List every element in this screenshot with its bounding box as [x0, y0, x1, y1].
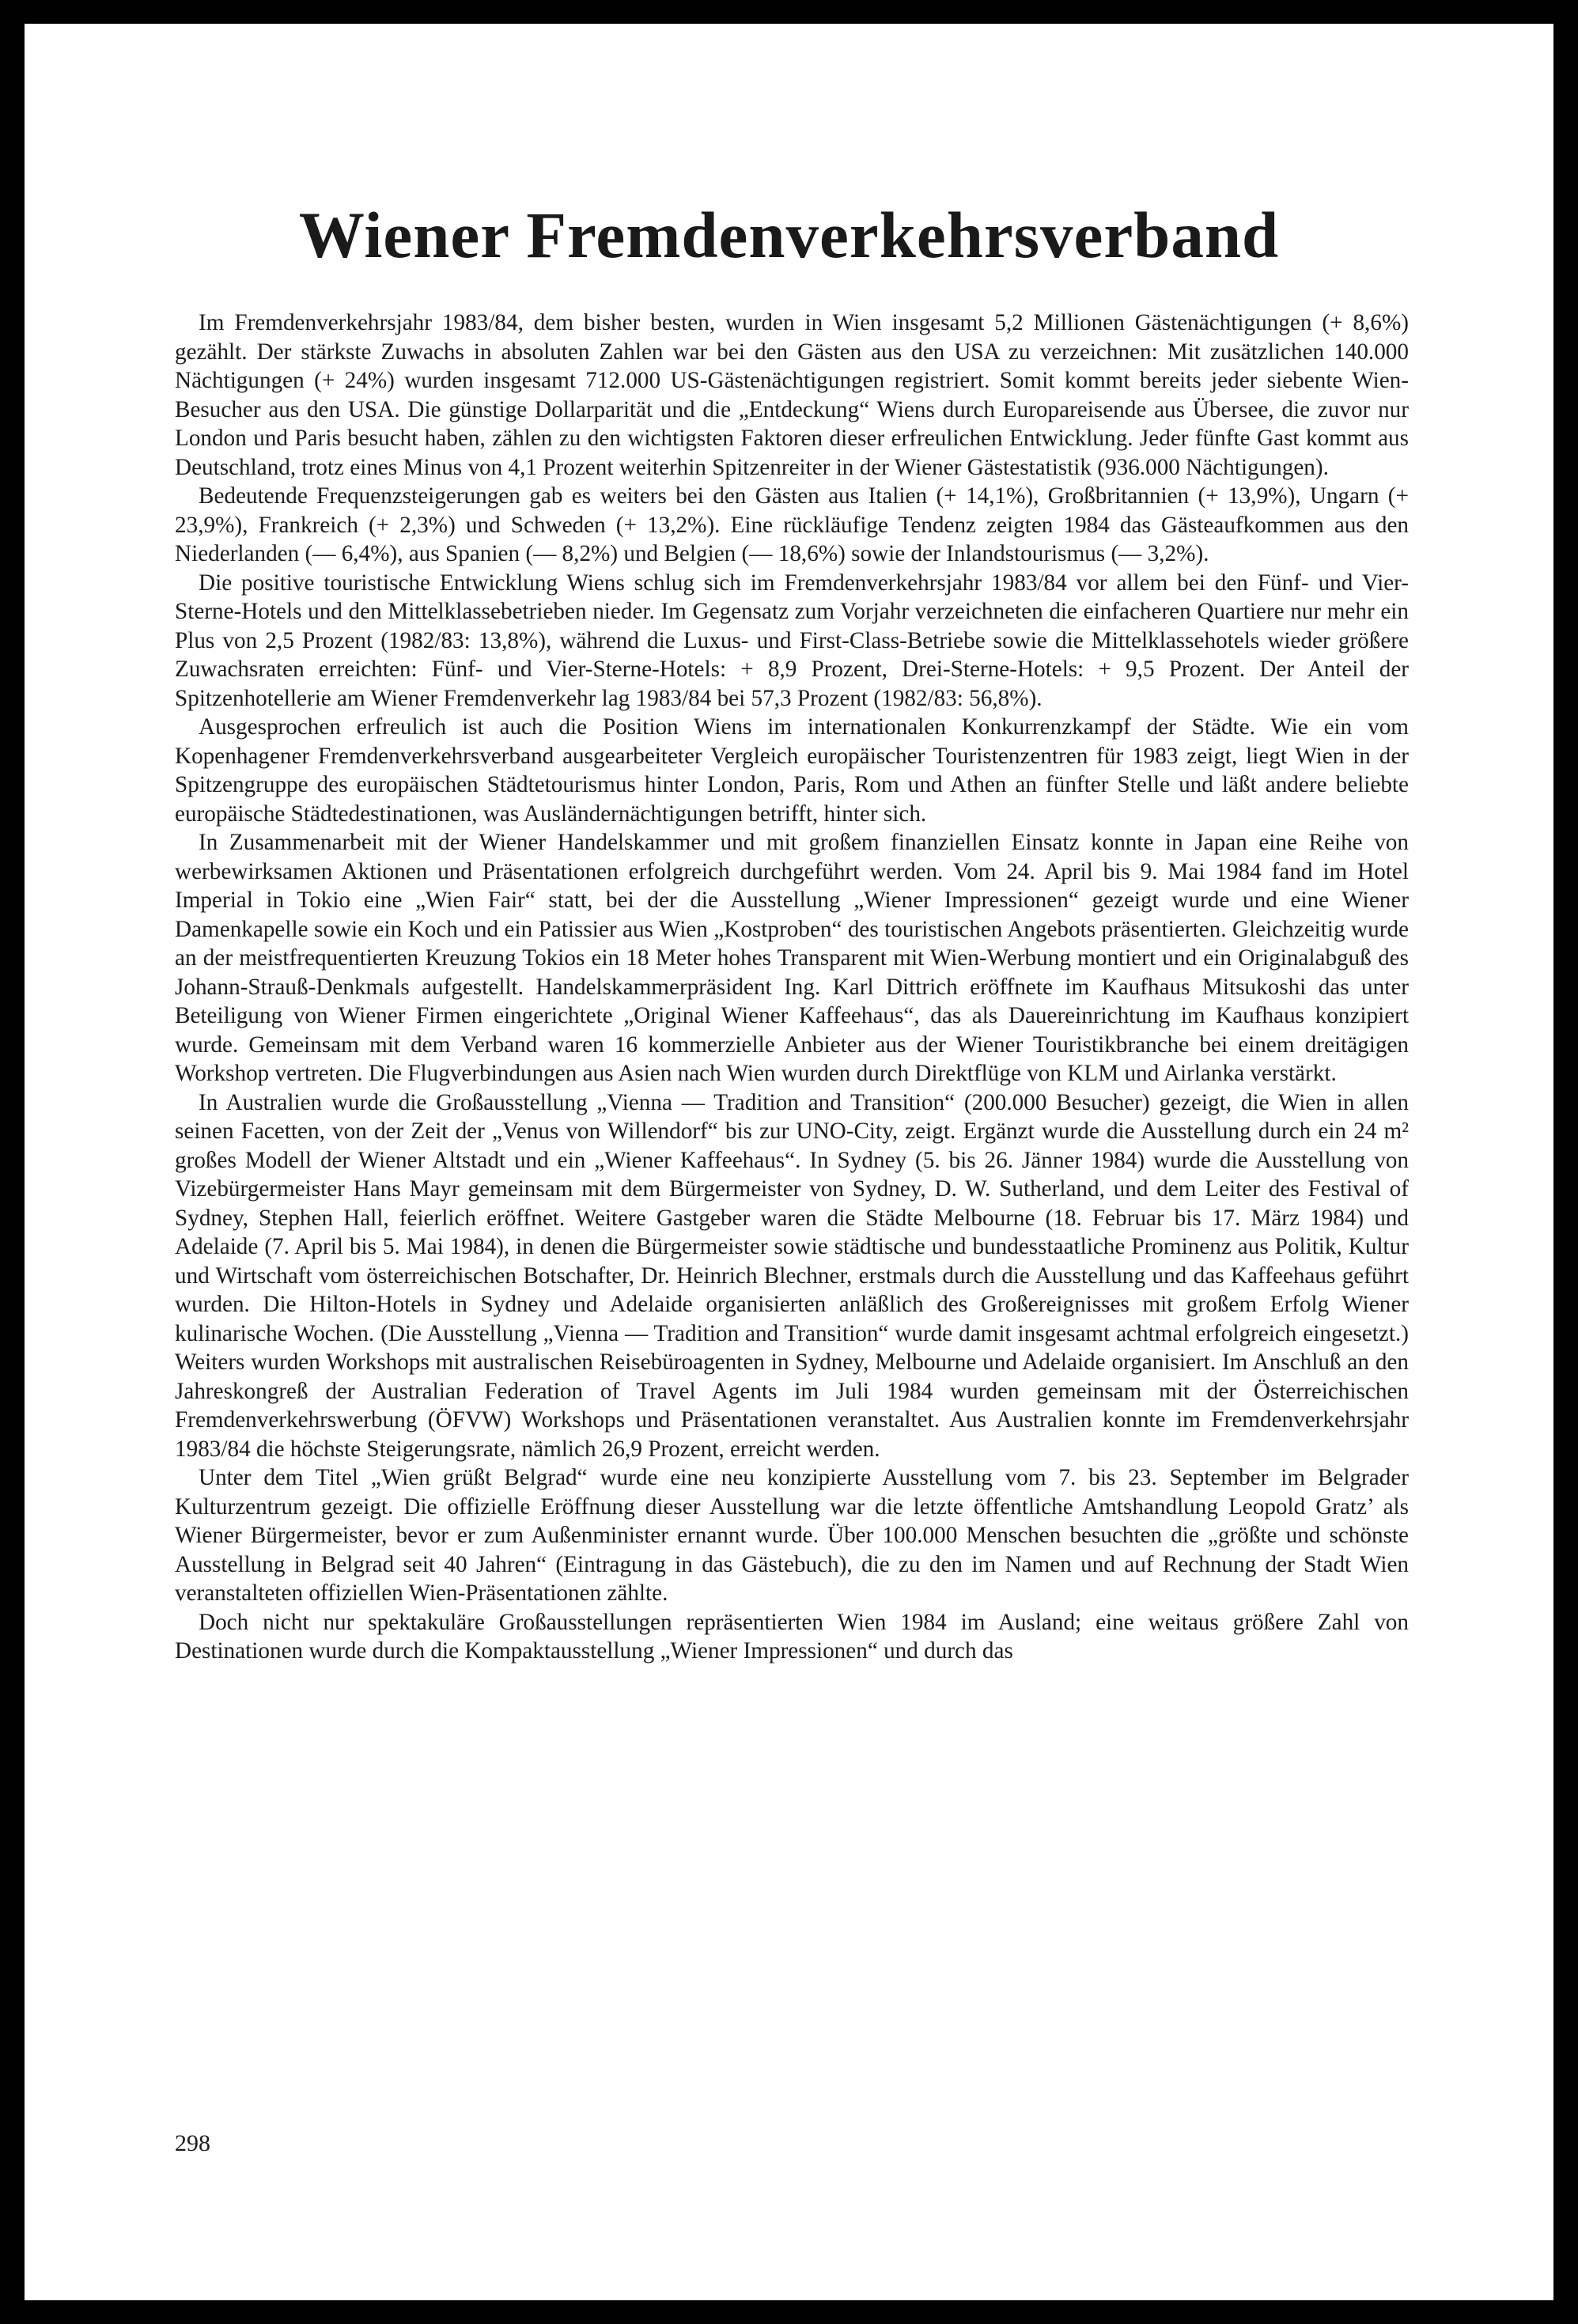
paragraph-usa-statistics: Im Fremdenverkehrsjahr 1983/84, dem bisher besten, wurden in Wien insgesamt 5,2 Millionen Gästenächtigungen (+ 8,6%) gezählt. Der stärkste Zuwachs in absoluten Zahlen war bei den Gästen aus den USA zu verzeichnen: Mit zusätzlichen 140.000 Nächtigungen (+ 24%) wurden insgesamt 712.000 US-Gästenächtigungen registriert. Somit kommt bereits jeder siebente Wien-Besucher aus den USA. Die günstige Dollarparität und die „Entdeckung“ Wiens durch Europareisende aus Übersee, die zuvor nur London und Paris besucht haben, zählen zu den wichtigsten Faktoren dieser erfreulichen Entwicklung. Jeder fünfte Gast kommt aus Deutschland, trotz eines Minus von 4,1 Prozent weiterhin Spitzenreiter in der Wiener Gästestatistik (936.000 Nächtigungen). — [175, 310, 1409, 480]
paragraph-hotel-categories: Die positive touristische Entwicklung Wiens schlug sich im Fremdenverkehrsjahr 1983/84 vor allem bei den Fünf- und Vier-Sterne-Hotels und den Mittelklassebetrieben nieder. Im Gegensatz zum Vorjahr verzeichneten die einfacheren Quartiere nur mehr ein Plus von 2,5 Prozent (1982/83: 13,8%), während die Luxus- und First-Class-Betriebe sowie die Mittelklassehotels wieder größere Zuwachsraten erreichten: Fünf- und Vier-Sterne-Hotels: + 8,9 Prozent, Drei-Sterne-Hotels: + 9,5 Prozent. Der Anteil der Spitzenhotellerie am Wiener Fremdenverkehr lag 1983/84 bei 57,3 Prozent (1982/83: 56,8%). — [175, 570, 1409, 711]
document-title: Wiener Fremdenverkehrsverband — [298, 199, 1280, 271]
paragraph-city-ranking: Ausgesprochen erfreulich ist auch die Position Wiens im internationalen Konkurrenzkampf der Städte. Wie ein vom Kopenhagener Fremdenverkehrsverband ausgearbeiteter Vergleich europäischer Touristenzentren für 1983 zeigt, liegt Wien in der Spitzengruppe des europäischen Städtetourismus hinter London, Paris, Rom und Athen an fünfter Stelle und läßt andere beliebte europäische Städtedestinationen, was Ausländernächtigungen betrifft, hinter sich. — [175, 714, 1409, 827]
paragraph-compact-exhibition: Doch nicht nur spektakuläre Großausstellungen repräsentierten Wien 1984 im Ausland; eine weitaus größere Zahl von Destinationen wurde durch die Kompaktausstellung „Wiener Impressionen“ und durch das — [175, 1609, 1409, 1664]
paragraph-australia: In Australien wurde die Großausstellung „Vienna — Tradition and Transition“ (200.000 Besucher) gezeigt, die Wien in allen seinen Facetten, von der Zeit der „Venus von Willendorf“ bis zur UNO-City, zeigt. Ergänzt wurde die Ausstellung durch ein 24 m² großes Modell der Wiener Altstadt und ein „Wiener Kaffeehaus“. In Sydney (5. bis 26. Jänner 1984) wurde die Ausstellung von Vizebürgermeister Hans Mayr gemeinsam mit dem Bürgermeister von Sydney, D. W. Sutherland, und dem Leiter des Festival of Sydney, Stephen Hall, feierlich eröffnet. Weitere Gastgeber waren die Städte Melbourne (18. Februar bis 17. März 1984) und Adelaide (7. April bis 5. Mai 1984), in denen die Bürgermeister sowie städtische und bundesstaatliche Prominenz aus Politik, Kultur und Wirtschaft vom österreichischen Botschafter, Dr. Heinrich Blechner, erstmals durch die Ausstellung und das Kaffeehaus geführt wurden. Die Hilton-Hotels in Sydney und Adelaide organisierten anläßlich des Großereignisses mit großem Erfolg Wiener kulinarische Wochen. (Die Ausstellung „Vienna — Tradition and Transition“ wurde damit insgesamt achtmal erfolgreich eingesetzt.) Weiters wurden Workshops mit australischen Reisebüroagenten in Sydney, Melbourne und Adelaide organisiert. Im Anschluß an den Jahreskongreß der Australian Federation of Travel Agents im Juli 1984 wurden gemeinsam mit der Österreichischen Fremdenverkehrswerbung (ÖFVW) Workshops und Präsentationen veranstaltet. Aus Australien konnte im Fremdenverkehrsjahr 1983/84 die höchste Steigerungsrate, nämlich 26,9 Prozent, erreicht werden. — [175, 1089, 1409, 1462]
paragraph-belgrade: Unter dem Titel „Wien grüßt Belgrad“ wurde eine neu konzipierte Ausstellung vom 7. bis 23. September im Belgrader Kulturzentrum gezeigt. Die offizielle Eröffnung dieser Ausstellung war die letzte öffentliche Amtshandlung Leopold Gratz’ als Wiener Bürgermeister, bevor er zum Außenminister ernannt wurde. Über 100.000 Menschen besuchten die „größte und schönste Ausstellung in Belgrad seit 40 Jahren“ (Eintragung in das Gästebuch), die zu den im Namen und auf Rechnung der Stadt Wien veranstalteten offiziellen Wien-Präsentationen zählte. — [175, 1465, 1409, 1606]
paragraph-frequency-changes: Bedeutende Frequenzsteigerungen gab es weiters bei den Gästen aus Italien (+ 14,1%), Großbritannien (+ 13,9%), Ungarn (+ 23,9%), Frankreich (+ 2,3%) und Schweden (+ 13,2%). Eine rückläufige Tendenz zeigten 1984 das Gästeaufkommen aus den Niederlanden (— 6,4%), aus Spanien (— 8,2%) und Belgien (— 18,6%) sowie der Inlandstourismus (— 3,2%). — [175, 483, 1409, 566]
paragraph-japan: In Zusammenarbeit mit der Wiener Handelskammer und mit großem finanziellen Einsatz konnte in Japan eine Reihe von werbewirksamen Aktionen und Präsentationen erfolgreich durchgeführt werden. Vom 24. April bis 9. Mai 1984 fand im Hotel Imperial in Tokio eine „Wien Fair“ statt, bei der die Ausstellung „Wiener Impressionen“ gezeigt wurde und eine Wiener Damenkapelle sowie ein Koch und ein Patissier aus Wien „Kostproben“ des touristischen Angebots präsentierten. Gleichzeitig wurde an der meistfrequentierten Kreuzung Tokios ein 18 Meter hohes Transparent mit Wien-Werbung montiert und ein Originalabguß des Johann-Strauß-Denkmals aufgestellt. Handelskammerpräsident Ing. Karl Dittrich eröffnete im Kaufhaus Mitsukoshi das unter Beteiligung von Wiener Firmen eingerichtete „Original Wiener Kaffeehaus“, das als Dauereinrichtung im Kaufhaus konzipiert wurde. Gemeinsam mit dem Verband waren 16 kommerzielle Anbieter aus der Wiener Touristikbranche bei einem dreitägigen Workshop vertreten. Die Flugverbindungen aus Asien nach Wien wurden durch Direktflüge von KLM und Airlanka verstärkt. — [175, 830, 1409, 1086]
document-page — [25, 24, 1553, 2300]
document-body — [175, 308, 1409, 1666]
page-number: 298 — [175, 2130, 210, 2156]
